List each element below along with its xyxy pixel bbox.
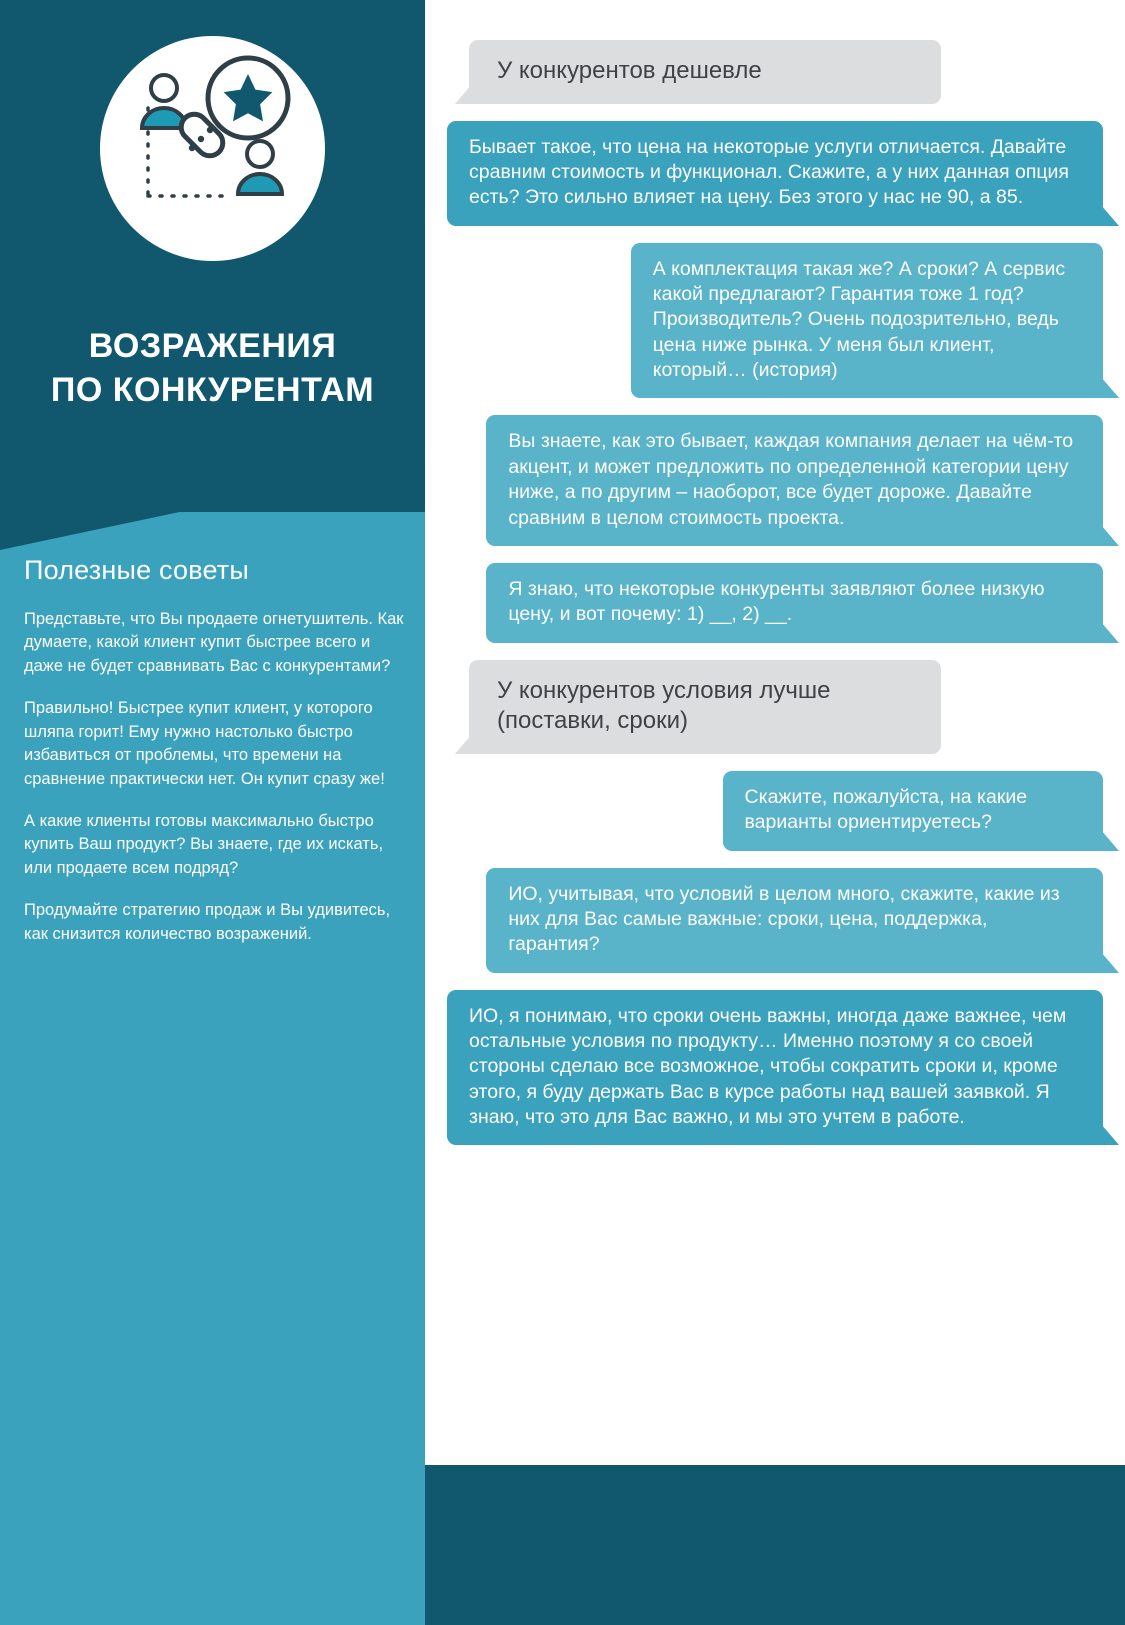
chat-heading-conditions-text: У конкурентов условия лучше (поставки, сроки) bbox=[497, 676, 831, 735]
chat-bubble-price-1 bbox=[447, 121, 1103, 226]
bubble-tail bbox=[1095, 1117, 1119, 1145]
people-search-star-icon bbox=[100, 36, 325, 261]
bubble-tail bbox=[1095, 518, 1119, 546]
chat-bubble-price-3-text: Вы знаете, как это бывает, каждая компания делает на чём-то акцент, и может предложить по определенной категории цену ниже, а по другим – наоборот, все будет дороже. Давайте сравним в целом стоимость проекта. bbox=[508, 430, 1074, 529]
page-title-line2: ПО КОНКУРЕНТАМ bbox=[50, 370, 375, 409]
page-title bbox=[0, 325, 425, 412]
chat-bubble-price-1-text: Бывает такое, что цена на некоторые услуги отличается. Давайте сравним стоимость и функционал. Скажите, а у них данная опция есть? Это сильно влияет на цену. Без этого у нас не 90, а 85. bbox=[469, 135, 1069, 209]
chat-bubble-cond-2-text: ИО, учитывая, что условий в целом много, скажите, какие из них для Вас самые важные: сроки, цена, поддержка, гарантия? bbox=[508, 882, 1060, 956]
chat-heading-conditions bbox=[469, 660, 941, 754]
chat-heading-cheaper bbox=[469, 40, 941, 104]
tips-paragraph-2: Правильно! Быстрее купит клиент, у которого шляпа горит! Ему нужно настолько быстро избавиться от проблемы, что времени на сравнение практически нет. Он купит сразу же! bbox=[24, 699, 385, 788]
chat-bubble-cond-1 bbox=[723, 771, 1103, 851]
tips-paragraph-3: А какие клиенты готовы максимально быстро купить Ваш продукт? Вы знаете, где их искать, или продаете всем подряд? bbox=[24, 811, 384, 877]
bubble-tail bbox=[1095, 198, 1119, 226]
bubble-tail bbox=[1095, 370, 1119, 398]
page-title-line1: ВОЗРАЖЕНИЯ bbox=[88, 327, 337, 365]
chat-bubble-cond-3-text: ИО, я понимаю, что сроки очень важны, иногда даже важнее, чем остальные условия по продукту… Именно поэтому я со своей стороны сделаю все возможное, чтобы сократить сроки и, кроме этого, я буду держать Вас в курсе работы над вашей заявкой. Я знаю, что это для Вас важно, и мы это учтем в работе. bbox=[469, 1004, 1067, 1129]
chat-bubble-price-2 bbox=[631, 243, 1103, 399]
bubble-tail bbox=[1095, 615, 1119, 643]
tips-title: Полезные советы bbox=[24, 555, 249, 585]
chat-bubble-price-4 bbox=[486, 563, 1103, 643]
left-sidebar bbox=[0, 0, 425, 1625]
chat-bubble-price-3 bbox=[486, 415, 1103, 545]
tips-paragraph-1: Представьте, что Вы продаете огнетушитель. Как думаете, какой клиент купит быстрее всего и даже не будет сравнивать Вас с конкурентами? bbox=[24, 610, 404, 675]
tips-section bbox=[24, 555, 406, 965]
chat-column bbox=[425, 0, 1125, 1162]
tips-paragraph-4: Продумайте стратегию продаж и Вы удивитесь, как снизится количество возражений. bbox=[24, 901, 391, 943]
bubble-tail bbox=[1095, 945, 1119, 973]
bubble-tail bbox=[455, 728, 477, 754]
chat-bubble-cond-3 bbox=[447, 990, 1103, 1146]
chat-bubble-cond-2 bbox=[486, 868, 1103, 973]
chat-bubble-cond-1-text: Скажите, пожалуйста, на какие варианты ориентируетесь? bbox=[744, 785, 1028, 834]
chat-heading-cheaper-text: У конкурентов дешевле bbox=[497, 57, 762, 84]
bubble-tail bbox=[455, 78, 477, 104]
bubble-tail bbox=[1095, 823, 1119, 851]
chat-bubble-price-2-text: А комплектация такая же? А сроки? А сервис какой предлагают? Гарантия тоже 1 год? Производитель? Очень подозрительно, ведь цена ниже рынка. У меня был клиент, который… (история) bbox=[652, 257, 1066, 382]
logo-circle bbox=[100, 36, 325, 261]
chat-bubble-price-4-text: Я знаю, что некоторые конкуренты заявляют более низкую цену, и вот почему: 1) __, 2) __. bbox=[508, 577, 1045, 626]
